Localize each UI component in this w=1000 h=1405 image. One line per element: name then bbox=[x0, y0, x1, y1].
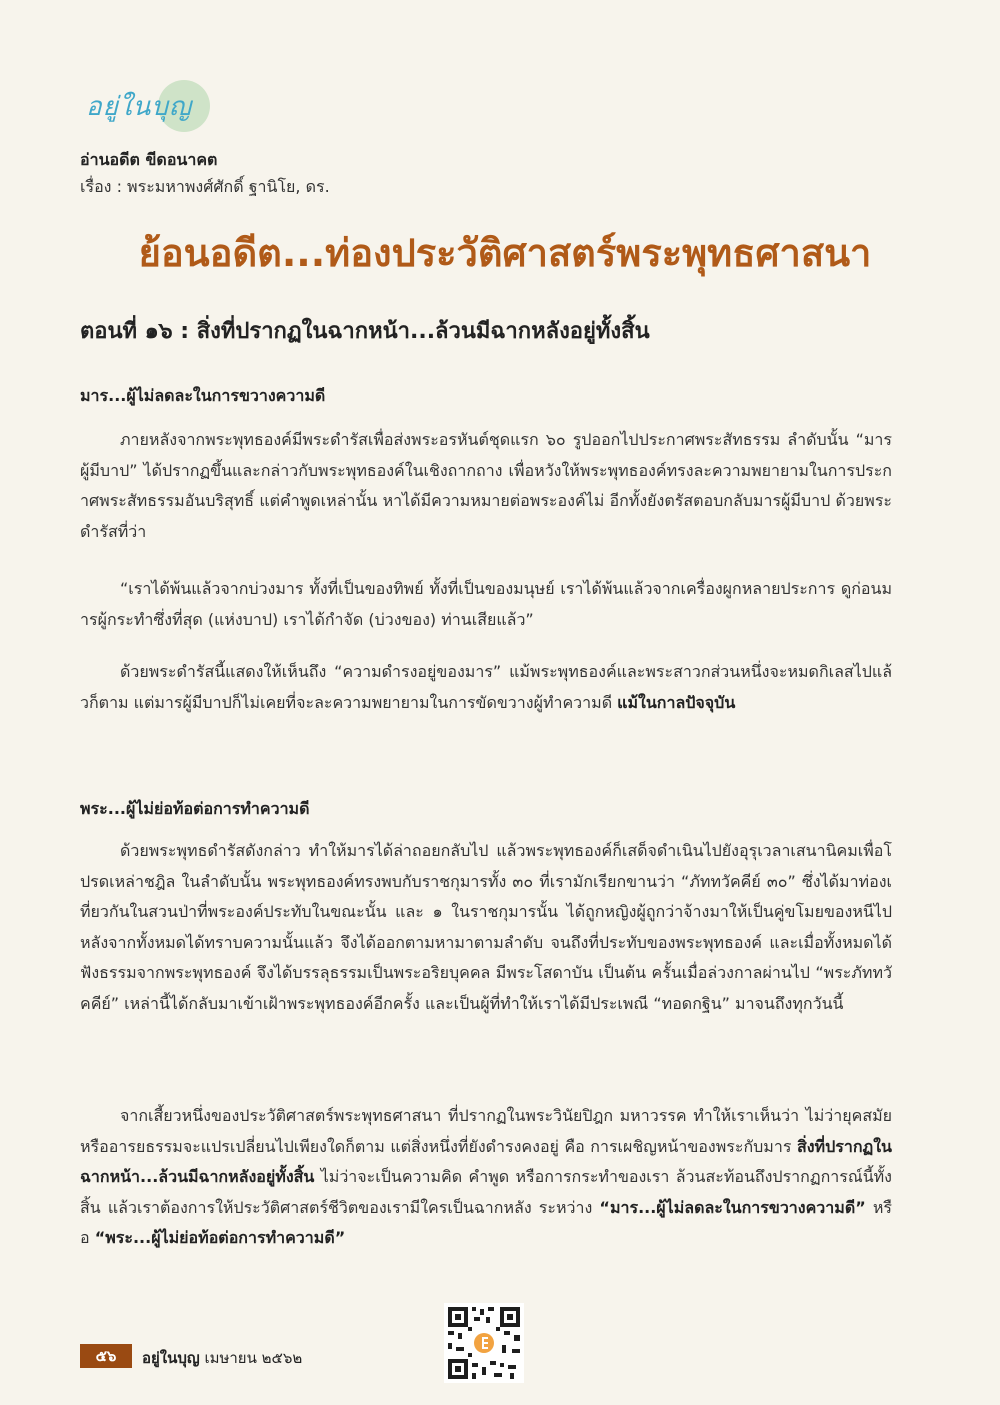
emphasis-text: แม้ในกาลปัจจุบัน bbox=[617, 692, 736, 712]
paragraph bbox=[80, 657, 892, 718]
paragraph-text: จากเสี้ยวหนึ่งของประวัติศาสตร์พระพุทธศาสนา ที่ปรากฏในพระวินัยปิฎก มหาวรรค ทำให้เราเห็นว่า ไม่ว่ายุคสมัยหรืออารยธรรมจะแปรเปลี่ยนไปเพียงใดก็ตาม แต่สิ่งหนึ่งที่ยังดำรงคงอยู่ คือ การเผชิญหน้าของพระกับมาร bbox=[80, 1106, 892, 1156]
section-heading-mara: มาร...ผู้ไม่ลดละในการขวางความดี bbox=[80, 386, 326, 405]
quote-paragraph: “เราได้พ้นแล้วจากบ่วงมาร ทั้งที่เป็นของทิพย์ ทั้งที่เป็นของมนุษย์ เราได้พ้นแล้วจากเครื่องผูกหลายประการ ดูก่อนมารผู้กระทำซึ่งที่สุด (แห่งบาป) เราได้กำจัด (บ่วงของ) ท่านเสียแล้ว” bbox=[80, 579, 892, 629]
footer-publication bbox=[142, 1346, 302, 1370]
byline: เรื่อง : พระมหาพงศ์ศักดิ์ ฐานิโย, ดร. bbox=[80, 177, 330, 196]
column-title: อ่านอดีต ขีดอนาคต bbox=[80, 150, 218, 169]
paragraph bbox=[80, 1101, 892, 1254]
paragraph-text: ด้วยพระดำรัสนี้แสดงให้เห็นถึง “ความดำรงอยู่ของมาร” แม้พระพุทธองค์และพระสาวกส่วนหนึ่งจะหมดกิเลสไปแล้วก็ตาม แต่มารผู้มีบาปก็ไม่เคยที่จะละความพยายามในการขัดขวางผู้ทำความดี bbox=[80, 662, 892, 712]
emphasis-text: “พระ...ผู้ไม่ย่อท้อต่อการทำความดี” bbox=[94, 1228, 346, 1248]
page-number: ๕๖ bbox=[80, 1344, 132, 1368]
paragraph: ด้วยพระพุทธดำรัสดังกล่าว ทำให้มารได้ล่าถอยกลับไป แล้วพระพุทธองค์ก็เสด็จดำเนินไปยังอุรุเวลาเสนานิคมเพื่อโปรดเหล่าชฎิล ในลำดับนั้น พระพุทธองค์ทรงพบกับราชกุมารทั้ง ๓๐ ที่เรามักเรียกขานว่า “ภัททวัคคีย์ ๓๐” ซึ่งได้มาท่องเที่ยวกันในสวนป่าที่พระองค์ประทับในขณะนั้น และ ๑ ในราชกุมารนั้น ได้ถูกหญิงผู้ถูกว่าจ้างมาให้เป็นคู่ขโมยของหนีไป หลังจากทั้งหมดได้ทราบความนั้นแล้ว จึงได้ออกตามหามาตามลำดับ จนถึงที่ประทับของพระพุทธองค์ และเมื่อทั้งหมดได้ฟังธรรมจากพระพุทธองค์ จึงได้บรรลุธรรมเป็นพระอริยบุคคล มีพระโสดาบัน เป็นต้น ครั้นเมื่อล่วงกาลผ่านไป “พระภัททวัคคีย์” เหล่านี้ได้กลับมาเข้าเฝ้าพระพุทธองค์อีกครั้ง และเป็นผู้ที่ทำให้เราได้มีประเพณี “ทอดกฐิน” มาจนถึงทุกวันนี้ bbox=[80, 841, 892, 1013]
magazine-name: อยู่ในบุญ bbox=[142, 1349, 200, 1367]
article-title: ย้อนอดีต...ท่องประวัติศาสตร์พระพุทธศาสนา bbox=[138, 231, 872, 275]
logo-text: อยู่ในบุญ bbox=[86, 92, 192, 122]
episode-title: ตอนที่ ๑๖ : สิ่งที่ปรากฏในฉากหน้า...ล้วนมีฉากหลังอยู่ทั้งสิ้น bbox=[80, 319, 650, 344]
issue-date: เมษายน ๒๕๖๒ bbox=[204, 1349, 303, 1367]
paragraph: ภายหลังจากพระพุทธองค์มีพระดำรัสเพื่อส่งพระอรหันต์ชุดแรก ๖๐ รูปออกไปประกาศพระสัทธรรม ลำดับนั้น “มารผู้มีบาป” ได้ปรากฏขึ้นและกล่าวกับพระพุทธองค์ในเชิงถากถาง เพื่อหวังให้พระพุทธองค์ทรงละความพยายามในการประกาศพระสัทธรรมอันบริสุทธิ์ แต่คำพูดเหล่านั้น หาได้มีความหมายต่อพระองค์ไม่ อีกทั้งยังตรัสตอบกลับมารผู้มีบาป ด้วยพระดำรัสที่ว่า bbox=[80, 430, 892, 541]
emphasis-text: “มาร...ผู้ไม่ลดละในการขวางความดี” bbox=[599, 1197, 866, 1217]
paragraph-text: หรือ bbox=[80, 1197, 892, 1248]
section-heading-phra: พระ...ผู้ไม่ย่อท้อต่อการทำความดี bbox=[80, 799, 310, 818]
emphasis-text: สิ่งที่ปรากฏในฉากหน้า...ล้วนมีฉากหลังอยู่ทั้งสิ้น bbox=[80, 1136, 892, 1187]
qr-code bbox=[444, 1303, 524, 1383]
paragraph-text: ไม่ว่าจะเป็นความคิด คำพูด หรือการกระทำของเรา ล้วนสะท้อนถึงปรากฏการณ์นี้ทั้งสิ้น แล้วเราต้องการให้ประวัติศาสตร์ชีวิตของเรามีใครเป็นฉากหลัง ระหว่าง bbox=[80, 1167, 892, 1217]
magazine-logo bbox=[78, 72, 218, 132]
